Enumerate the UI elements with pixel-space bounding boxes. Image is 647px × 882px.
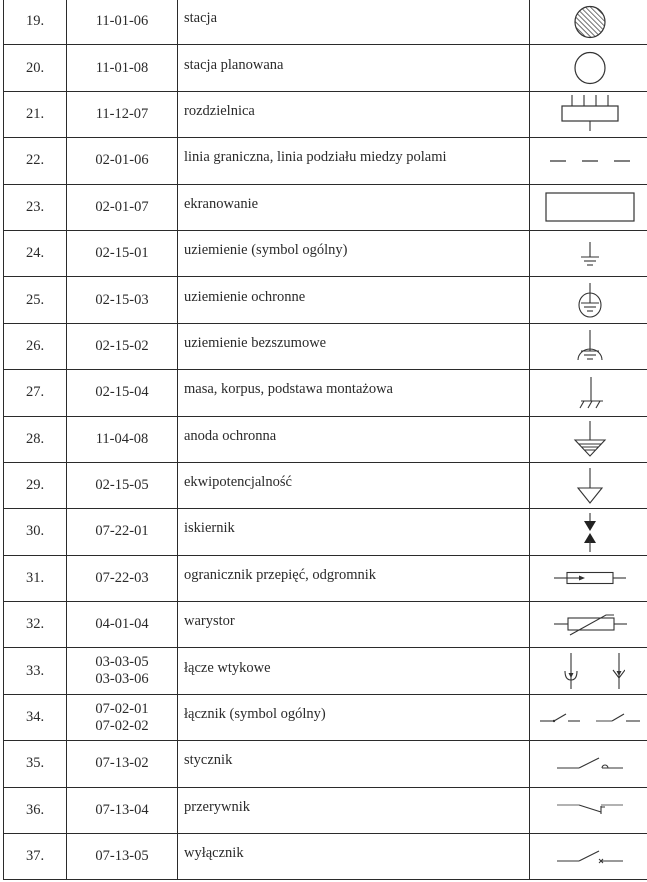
- row-number: 28.: [4, 416, 67, 462]
- row-number: 21.: [4, 91, 67, 137]
- row-code: 11-12-07: [67, 91, 178, 137]
- row-number: 22.: [4, 138, 67, 184]
- row-number: 36.: [4, 787, 67, 833]
- table-row: [4, 184, 647, 230]
- varistor-icon: [530, 602, 647, 648]
- row-description: stacja planowana: [178, 45, 530, 91]
- table-row: [4, 416, 647, 462]
- row-code: 02-15-03: [67, 277, 178, 323]
- table-row: [4, 602, 647, 648]
- row-number: 20.: [4, 45, 67, 91]
- spark-gap-icon: [530, 509, 647, 555]
- station-hatched-circle-icon: [530, 0, 647, 45]
- table-row: [4, 230, 647, 276]
- table-row: [4, 462, 647, 508]
- table-row: [4, 138, 647, 184]
- row-description: stacja: [178, 0, 530, 45]
- row-number: 29.: [4, 462, 67, 508]
- row-description: łącznik (symbol ogólny): [178, 694, 530, 740]
- row-code: 02-15-04: [67, 370, 178, 416]
- row-number: 34.: [4, 694, 67, 740]
- row-code: 02-15-05: [67, 462, 178, 508]
- interrupter-icon: [530, 787, 647, 833]
- row-number: 31.: [4, 555, 67, 601]
- boundary-dashed-line-icon: [530, 138, 647, 184]
- row-number: 26.: [4, 323, 67, 369]
- row-number: 23.: [4, 184, 67, 230]
- row-code: 07-13-05: [67, 834, 178, 880]
- table-row: [4, 0, 647, 45]
- row-code: 02-15-02: [67, 323, 178, 369]
- planned-station-circle-icon: [530, 45, 647, 91]
- row-code: 04-01-04: [67, 602, 178, 648]
- row-code: 07-22-01: [67, 509, 178, 555]
- table-row: [4, 555, 647, 601]
- earth-ground-icon: [530, 230, 647, 276]
- table-row: [4, 370, 647, 416]
- row-description: stycznik: [178, 741, 530, 787]
- row-description: warystor: [178, 602, 530, 648]
- row-description: linia graniczna, linia podziału miedzy polami: [178, 138, 530, 184]
- row-number: 19.: [4, 0, 67, 45]
- row-number: 35.: [4, 741, 67, 787]
- row-code: 07-13-02: [67, 741, 178, 787]
- row-code: 07-02-01 07-02-02: [67, 694, 178, 740]
- switch-general-icon: [530, 694, 647, 740]
- row-description: iskiernik: [178, 509, 530, 555]
- surge-arrester-icon: [530, 555, 647, 601]
- row-description: wyłącznik: [178, 834, 530, 880]
- row-description: ogranicznik przepięć, odgromnik: [178, 555, 530, 601]
- chassis-ground-icon: [530, 370, 647, 416]
- table-row: [4, 741, 647, 787]
- row-code: 11-01-06: [67, 0, 178, 45]
- row-code: 02-01-06: [67, 138, 178, 184]
- row-code: 02-01-07: [67, 184, 178, 230]
- row-description: uziemienie (symbol ogólny): [178, 230, 530, 276]
- row-number: 27.: [4, 370, 67, 416]
- table-row: [4, 694, 647, 740]
- row-number: 33.: [4, 648, 67, 694]
- protective-anode-icon: [530, 416, 647, 462]
- row-number: 25.: [4, 277, 67, 323]
- row-description: rozdzielnica: [178, 91, 530, 137]
- contactor-icon: [530, 741, 647, 787]
- row-code: 11-04-08: [67, 416, 178, 462]
- table-row: [4, 91, 647, 137]
- noiseless-earth-icon: [530, 323, 647, 369]
- row-description: uziemienie bezszumowe: [178, 323, 530, 369]
- table-row: [4, 277, 647, 323]
- row-code: 07-13-04: [67, 787, 178, 833]
- row-description: masa, korpus, podstawa montażowa: [178, 370, 530, 416]
- equipotential-icon: [530, 462, 647, 508]
- row-description: anoda ochronna: [178, 416, 530, 462]
- protective-earth-icon: [530, 277, 647, 323]
- symbol-table: [3, 0, 647, 880]
- switchboard-icon: [530, 91, 647, 137]
- table-row: [4, 834, 647, 880]
- row-description: ekranowanie: [178, 184, 530, 230]
- row-description: ekwipotencjalność: [178, 462, 530, 508]
- row-description: łącze wtykowe: [178, 648, 530, 694]
- table-row: [4, 509, 647, 555]
- table-row: [4, 787, 647, 833]
- circuit-breaker-icon: [530, 834, 647, 880]
- row-code: 11-01-08: [67, 45, 178, 91]
- row-number: 32.: [4, 602, 67, 648]
- table-row: [4, 45, 647, 91]
- plug-connector-icon: [530, 648, 647, 694]
- row-description: przerywnik: [178, 787, 530, 833]
- row-description: uziemienie ochronne: [178, 277, 530, 323]
- table-row: [4, 648, 647, 694]
- row-number: 24.: [4, 230, 67, 276]
- shielding-rectangle-icon: [530, 184, 647, 230]
- row-code: 07-22-03: [67, 555, 178, 601]
- row-code: 02-15-01: [67, 230, 178, 276]
- row-code: 03-03-05 03-03-06: [67, 648, 178, 694]
- table-row: [4, 323, 647, 369]
- row-number: 30.: [4, 509, 67, 555]
- row-number: 37.: [4, 834, 67, 880]
